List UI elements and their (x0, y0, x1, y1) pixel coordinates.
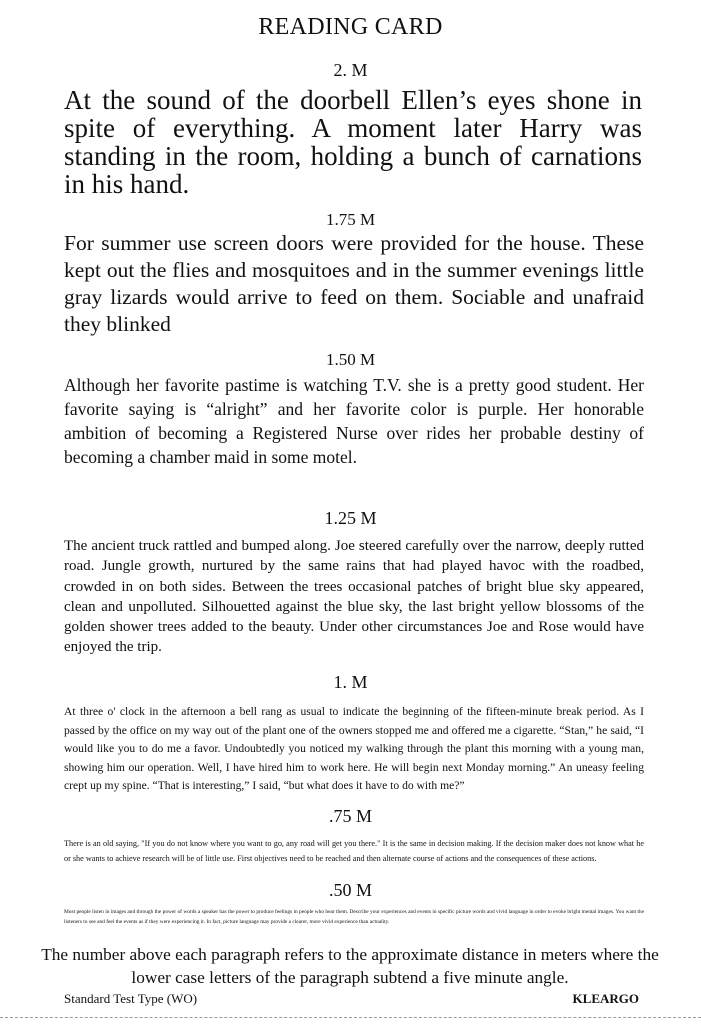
distance-label-2m: 2. M (333, 60, 368, 80)
test-type-label: Standard Test Type (WO) (64, 991, 198, 1006)
page-title: READING CARD (258, 14, 443, 40)
distance-label-0-75m: .75 M (328, 806, 372, 826)
distance-label-1-75m: 1.75 M (325, 210, 376, 229)
bottom-divider (0, 1017, 701, 1018)
paragraph-1-25m: The ancient truck rattled and bumped along. Joe steered carefully over the narrow, deeply rutted road. Jungle growth, nurtured by the same rains that had played havoc with the roadbed, crowded in on both sides. Between the trees occasional patches of bright blue sky appeared, clean and unpolluted. Silhouetted against the blue sky, the last bright yellow blossoms of the golden shower trees added to the beauty. Under other circumstances Joe and Rose would have enjoyed the trip. (64, 538, 644, 656)
paragraph-0-50m: Most people listen in images and through the power of words a speaker has the power to produce feelings in people who hear them. Describe your experiences and events in specific picture words and vivid language in order to evoke bright mental images. You want the listeners to see and feel the events as if they were experiencing it. In fact, picture language may provide a clearer, more vivid experience than actuality. (64, 909, 644, 925)
brand-name: KLEARGO (572, 991, 639, 1006)
paragraph-0-75m: There is an old saying, "If you do not know where you want to go, any road will get you there." It is the same in decision making. If the decision maker does not know what he or she wants to achieve research will be of little use. First objectives need to be reached and then alternate course of actions and the consequences of these actions. (64, 839, 644, 863)
paragraph-1-75m: For summer use screen doors were provided for the house. These kept out the flies and mosquitoes and in the summer evenings little gray lizards would arrive to feed on them. Sociable and unafraid they blinked (64, 231, 644, 336)
distance-label-1m: 1. M (333, 672, 368, 692)
distance-label-1-50m: 1.50 M (325, 350, 376, 369)
footer-note: The number above each paragraph refers to the approximate distance in meters where the lower case letters of the paragraph subtend a five minute angle. (41, 945, 659, 987)
paragraph-1-50m: Although her favorite pastime is watching T.V. she is a pretty good student. Her favorite saying is “alright” and her favorite color is purple. Her honorable ambition of becoming a Registered Nurse over rides her probable destiny of becoming a chamber maid in some motel. (64, 375, 644, 467)
distance-label-1-25m: 1.25 M (324, 508, 377, 528)
paragraph-1m: At three o' clock in the afternoon a bell rang as usual to indicate the beginning of the fifteen-minute break period. As I passed by the office on my way out of the plant one of the owners stopped me and offered me a cigarette. “Stan,” he said, “I would like you to do me a favor. Undoubtedly you noticed my walking through the plant this morning with a young man, showing him our operation. Well, I have hired him to work here. He will begin next Monday morning.” An uneasy feeling crept up my spine. “That is interesting,” I said, “but what does it have to do with me?” (64, 705, 644, 792)
paragraph-2m: At the sound of the doorbell Ellen’s eyes shone in spite of everything. A moment later Harry was standing in the room, holding a bunch of carnations in his hand. (64, 85, 642, 199)
distance-label-0-50m: .50 M (328, 880, 372, 900)
